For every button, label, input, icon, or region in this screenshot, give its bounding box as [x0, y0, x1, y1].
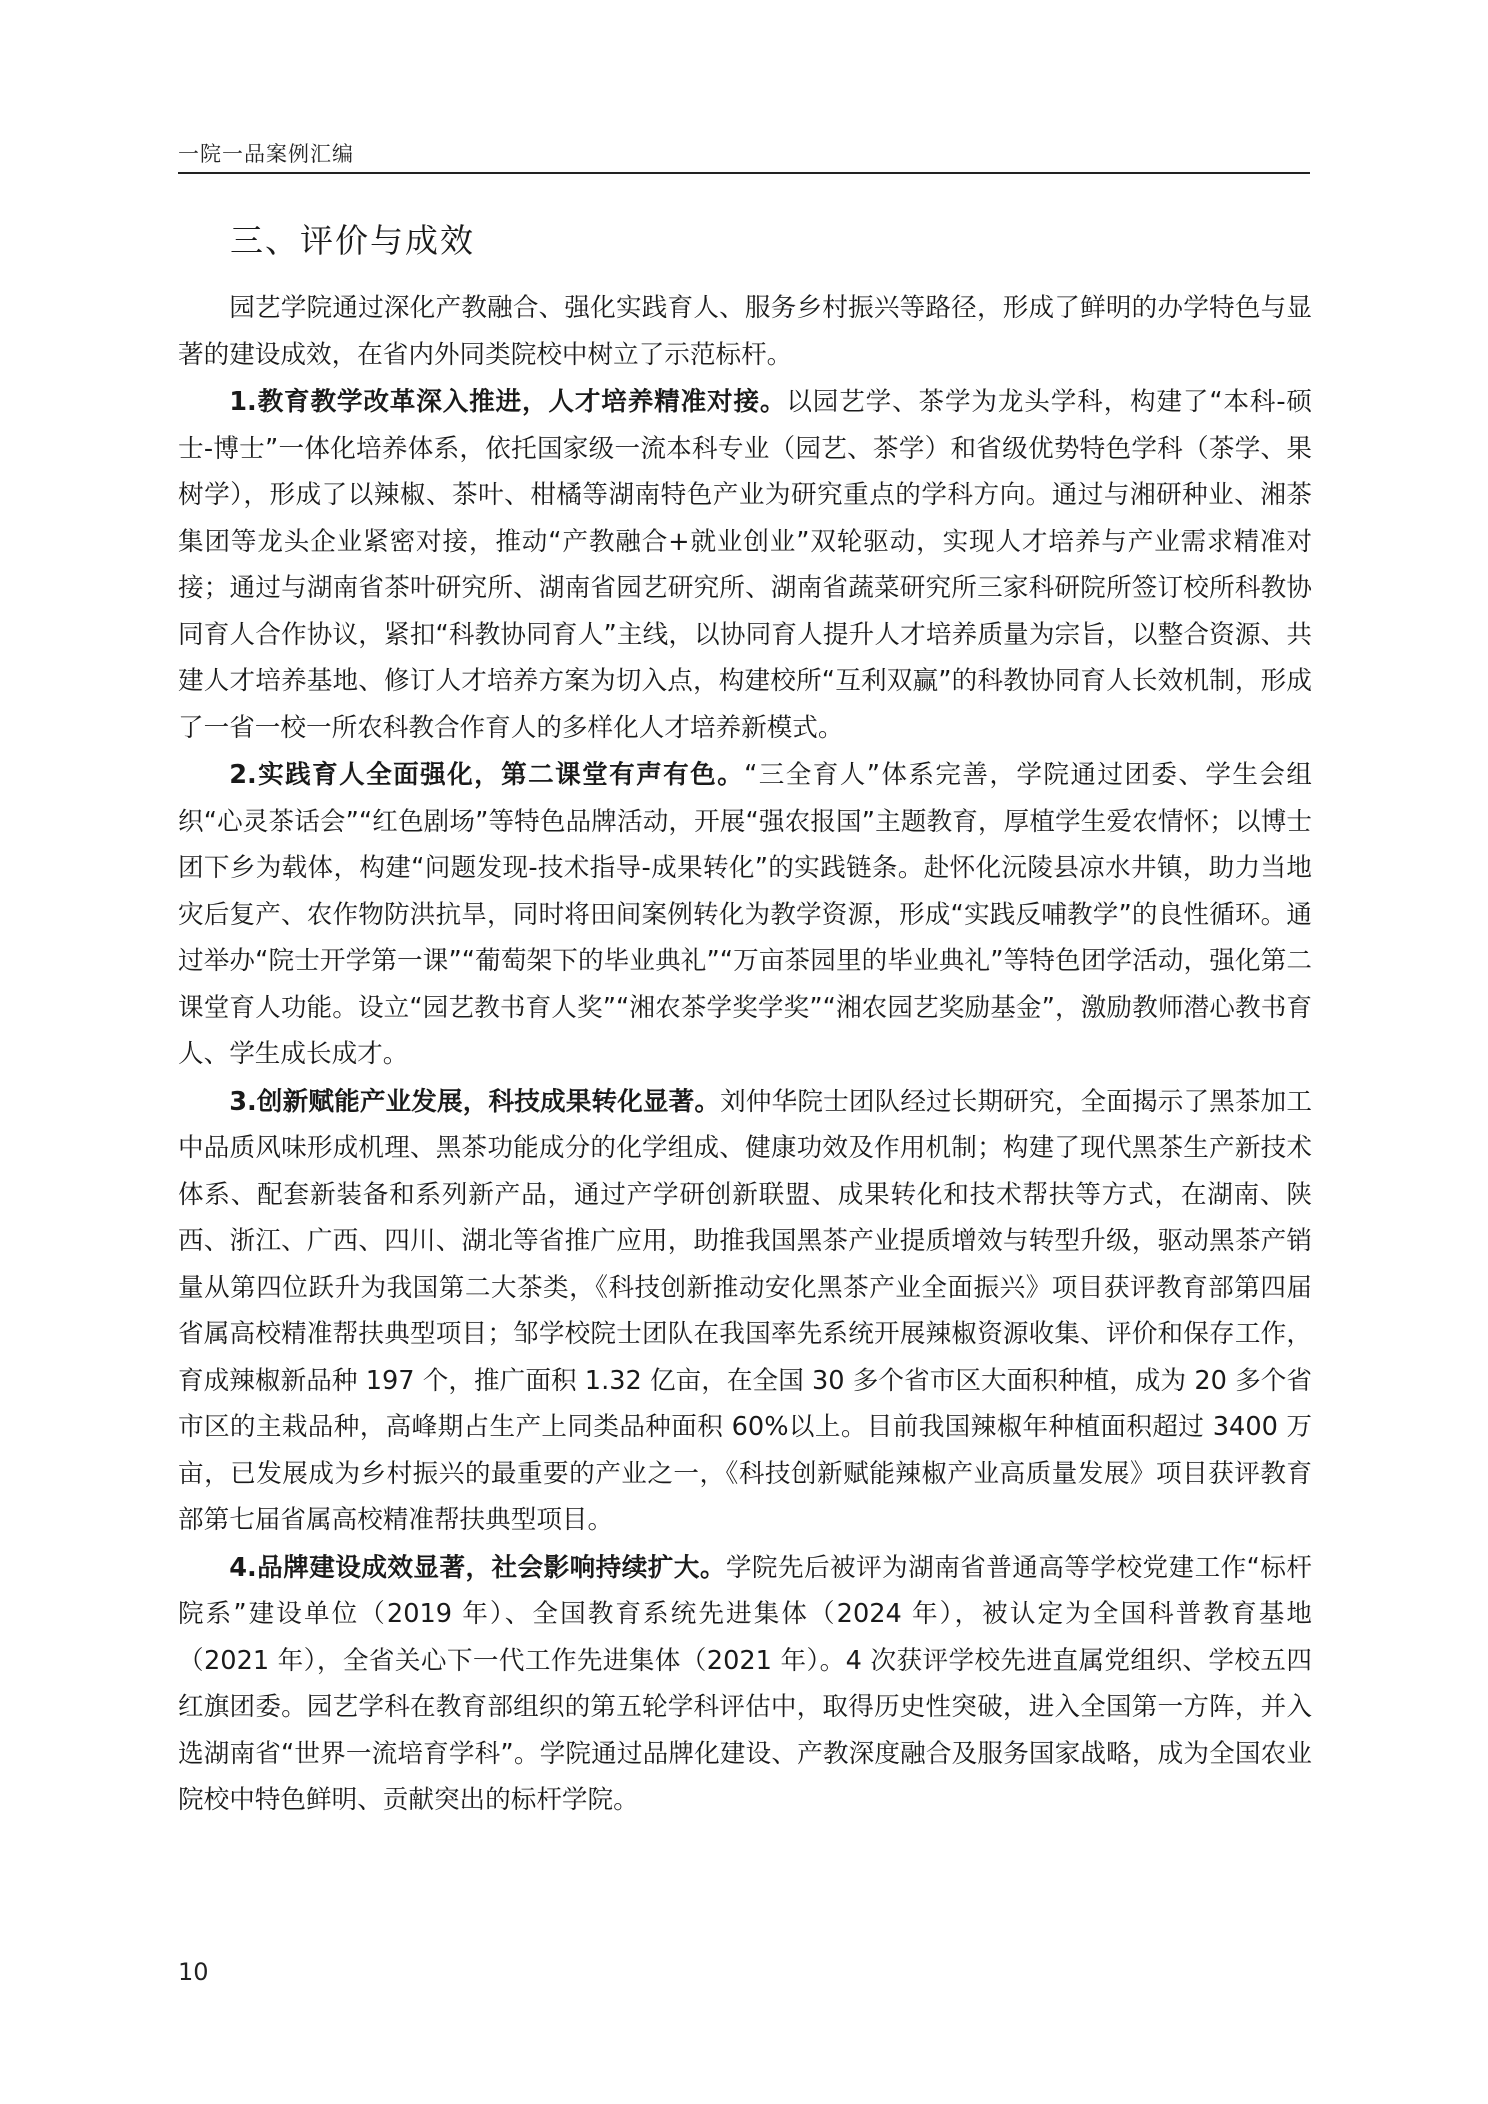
paragraph-lead: 1.教育教学改革深入推进，人才培养精准对接。 [229, 387, 787, 417]
running-header-title: 一院一品案例汇编 [178, 142, 354, 166]
paragraph-lead: 4.品牌建设成效显著，社会影响持续扩大。 [229, 1552, 726, 1583]
section-heading: 三、评价与成效 [230, 221, 475, 260]
paragraph-teaching-reform [178, 379, 1312, 751]
paragraph-text: 学院先后被评为湖南省普通高等学校党建工作“标杆院系”建设单位（2019 年）、全国教育系统先进集体（2024 年），被认定为全国科普教育基地（2021 年），全省关心下一代工作先进集体（2021 年）。4 次获评学校先进直属党组织、学校五四红旗团委。园艺学科在教育部组织的第五轮学科评估中，取得历史性突破，进入全国第一方阵，并入选湖南省“世界一流培育学科”。学院通过品牌化建设、产教深度融合及服务国家战略，成为全国农业院校中特色鲜明、贡献突出的标杆学院。 [178, 1552, 1312, 1815]
paragraph-innovation [178, 1079, 1312, 1544]
paragraph-brand-building [178, 1545, 1312, 1824]
running-header [178, 140, 1310, 174]
page-number: 10 [178, 1958, 209, 1986]
body-text [178, 285, 1312, 1825]
paragraph-lead: 2.实践育人全面强化，第二课堂有声有色。 [229, 760, 745, 790]
paragraph-text: 以园艺学、茶学为龙头学科，构建了“本科-硕士-博士”一体化培养体系，依托国家级一流本科专业（园艺、茶学）和省级优势特色学科（茶学、果树学），形成了以辣椒、茶叶、柑橘等湖南特色产业为研究重点的学科方向。通过与湘研种业、湘茶集团等龙头企业紧密对接，推动“产教融合+就业创业”双轮驱动，实现人才培养与产业需求精准对接；通过与湖南省茶叶研究所、湖南省园艺研究所、湖南省蔬菜研究所三家科研院所签订校所科教协同育人合作协议，紧扣“科教协同育人”主线，以协同育人提升人才培养质量为宗旨，以整合资源、共建人才培养基地、修订人才培养方案为切入点，构建校所“互利双赢”的科教协同育人长效机制，形成了一省一校一所农科教合作育人的多样化人才培养新模式。 [178, 387, 1312, 743]
paragraph-practice-education [178, 752, 1312, 1078]
paragraph-intro [178, 285, 1312, 378]
paragraph-lead: 3.创新赋能产业发展，科技成果转化显著。 [229, 1086, 721, 1117]
paragraph-text: “三全育人”体系完善，学院通过团委、学生会组织“心灵茶话会”“红色剧场”等特色品牌活动，开展“强农报国”主题教育，厚植学生爱农情怀；以博士团下乡为载体，构建“问题发现-技术指导-成果转化”的实践链条。赴怀化沅陵县凉水井镇，助力当地灾后复产、农作物防洪抗旱，同时将田间案例转化为教学资源，形成“实践反哺教学”的良性循环。通过举办“院士开学第一课”“葡萄架下的毕业典礼”“万亩茶园里的毕业典礼”等特色团学活动，强化第二课堂育人功能。设立“园艺教书育人奖”“湘农茶学奖学奖”“湘农园艺奖励基金”，激励教师潜心教书育人、学生成长成才。 [178, 760, 1313, 1069]
paragraph-text: 刘仲华院士团队经过长期研究，全面揭示了黑茶加工中品质风味形成机理、黑茶功能成分的化学组成、健康功效及作用机制；构建了现代黑茶生产新技术体系、配套新装备和系列新产品，通过产学研创新联盟、成果转化和技术帮扶等方式，在湖南、陕西、浙江、广西、四川、湖北等省推广应用，助推我国黑茶产业提质增效与转型升级，驱动黑茶产销量从第四位跃升为我国第二大茶类，《科技创新推动安化黑茶产业全面振兴》项目获评教育部第四届省属高校精准帮扶典型项目；邹学校院士团队在我国率先系统开展辣椒资源收集、评价和保存工作，育成辣椒新品种 197 个，推广面积 1.32 亿亩，在全国 30 多个省市区大面积种植，成为 20 多个省市区的主栽品种，高峰期占生产上同类品种面积 60%以上。目前我国辣椒年种植面积超过 3400 万亩，已发展成为乡村振兴的最重要的产业之一，《科技创新赋能辣椒产业高质量发展》项目获评教育部第七届省属高校精准帮扶典型项目。 [178, 1086, 1312, 1535]
paragraph-text: 园艺学院通过深化产教融合、强化实践育人、服务乡村振兴等路径，形成了鲜明的办学特色与显著的建设成效，在省内外同类院校中树立了示范标杆。 [178, 293, 1312, 370]
